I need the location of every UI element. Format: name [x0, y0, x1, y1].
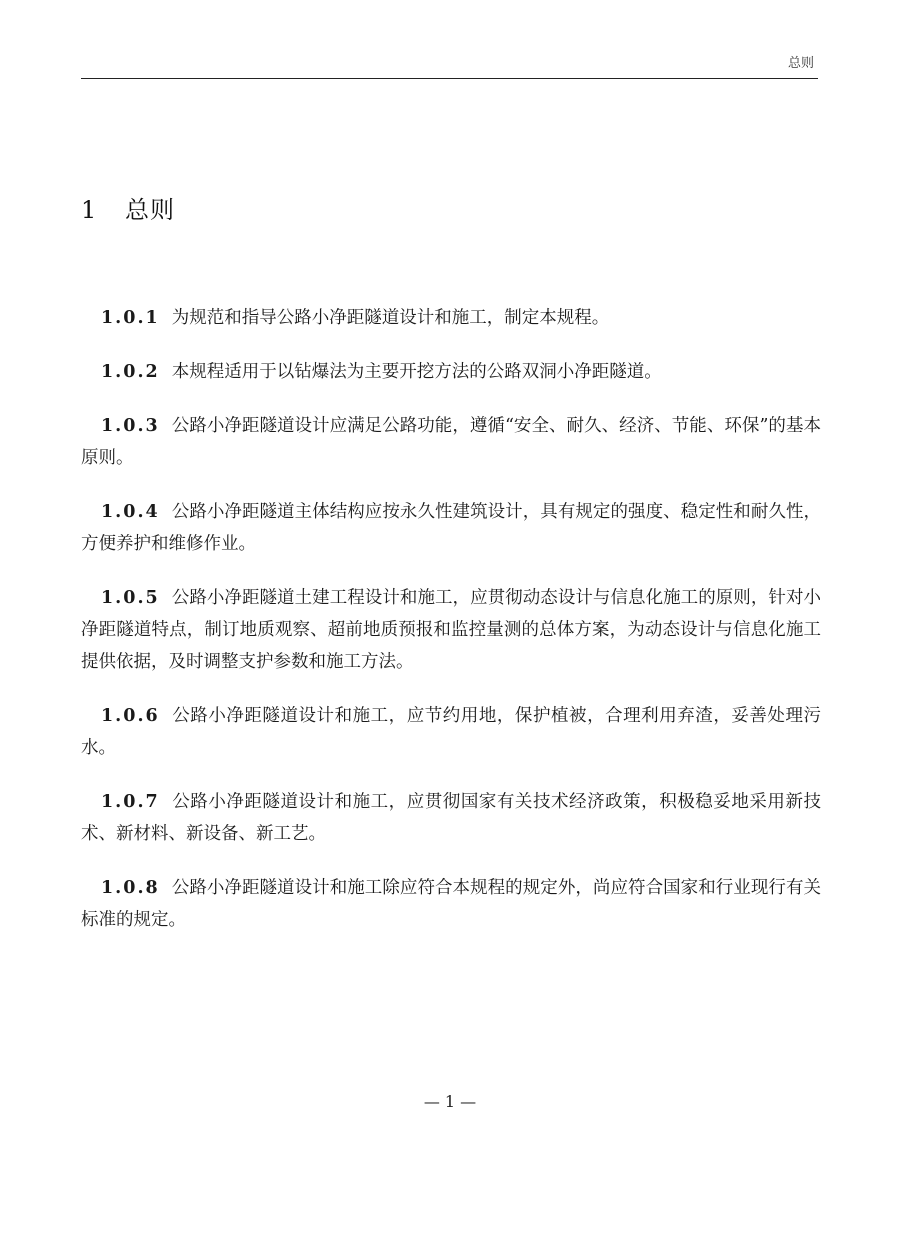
clause-number: 1.0.3: [101, 416, 160, 436]
running-header-title: 总则: [787, 56, 814, 71]
chapter-title-text: 总则: [125, 196, 175, 224]
clause-number: 1.0.2: [101, 362, 160, 382]
chapter-number: 1: [81, 196, 98, 224]
clause-list: [81, 302, 821, 958]
clause-number: 1.0.4: [101, 502, 160, 522]
clause-text: 公路小净距隧道土建工程设计和施工，应贯彻动态设计与信息化施工的原则，针对小净距隧道特点，制订地质观察、超前地质预报和监控量测的总体方案，为动态设计与信息化施工提供依据，及时调整支护参数和施工方法。: [81, 588, 821, 672]
clause-number: 1.0.6: [101, 706, 160, 726]
clause-text: 公路小净距隧道设计应满足公路功能，遵循“安全、耐久、经济、节能、环保”的基本原则。: [81, 416, 821, 468]
clause-number: 1.0.1: [101, 308, 160, 328]
page-number: — 1 —: [423, 1092, 477, 1111]
clause-1-0-2: [81, 356, 821, 388]
clause-number: 1.0.8: [101, 878, 160, 898]
header-divider: [81, 78, 818, 79]
clause-1-0-3: [81, 410, 821, 474]
clause-text: 公路小净距隧道设计和施工，应节约用地，保护植被，合理利用弃渣，妥善处理污水。: [81, 706, 821, 758]
clause-1-0-4: [81, 496, 821, 560]
clause-1-0-6: [81, 700, 821, 764]
chapter-heading: [81, 190, 175, 225]
clause-text: 公路小净距隧道设计和施工除应符合本规程的规定外，尚应符合国家和行业现行有关标准的规定。: [81, 878, 821, 930]
clause-text: 公路小净距隧道设计和施工，应贯彻国家有关技术经济政策，积极稳妥地采用新技术、新材料、新设备、新工艺。: [81, 792, 821, 844]
clause-1-0-7: [81, 786, 821, 850]
clause-1-0-1: [81, 302, 821, 334]
clause-number: 1.0.7: [101, 792, 160, 812]
clause-number: 1.0.5: [101, 588, 160, 608]
clause-1-0-5: [81, 582, 821, 678]
clause-text: 为规范和指导公路小净距隧道设计和施工，制定本规程。: [171, 308, 610, 328]
clause-1-0-8: [81, 872, 821, 936]
clause-text: 公路小净距隧道主体结构应按永久性建筑设计，具有规定的强度、稳定性和耐久性，方便养护和维修作业。: [81, 502, 821, 554]
clause-text: 本规程适用于以钻爆法为主要开挖方法的公路双洞小净距隧道。: [171, 362, 662, 382]
